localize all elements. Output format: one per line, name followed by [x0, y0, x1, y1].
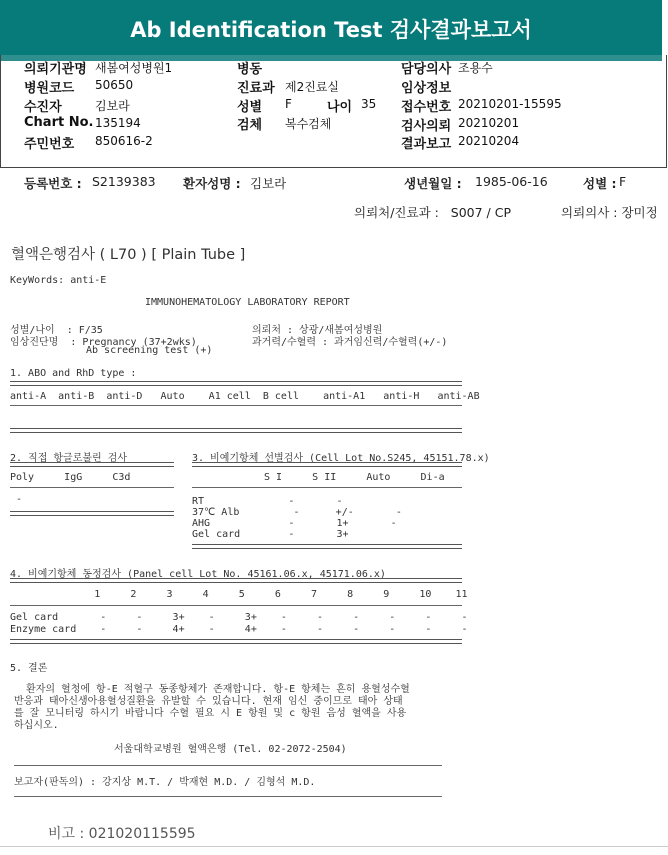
sex-value: F	[285, 97, 292, 111]
report-title: Ab Identification Test 검사결과보고서	[130, 18, 532, 42]
age-value: 35	[361, 97, 377, 111]
screening-header: S I S II Auto Di-a	[264, 472, 445, 483]
reporter-line: 보고자(판독의) : 강지상 M.T. / 박재현 M.D. / 김형석 M.D.	[14, 777, 316, 788]
remarks: 비고 : 021020115595	[48, 826, 196, 842]
name-value: 김보라	[250, 176, 287, 191]
hospital-value: 새봄여성병원1	[95, 61, 173, 75]
page-bottom-line	[0, 846, 668, 847]
code-value: 50650	[95, 78, 134, 92]
sex-label: 성별	[237, 100, 263, 115]
blood-bank-line: 서울대학교병원 혈액은행 (Tel. 02-2072-2504)	[114, 744, 347, 755]
diagnosis-line: 임상진단명 : Pregnancy (37+2wks)	[10, 337, 197, 348]
receipt-value: 20210201-15595	[458, 97, 562, 111]
dat-header: Poly IgG C3d	[10, 472, 131, 483]
panel-row: Enzyme card - - 4+ - 4+ - - - - - -	[10, 624, 468, 635]
frame-left-line	[0, 55, 1, 168]
panel-title: 4. 비예기항체 동정검사 (Panel cell Lot No. 45161.06.x, 45171.06.x)	[10, 569, 386, 580]
screening-row: RT - -	[192, 496, 343, 507]
band-sex-label: 성별 :	[583, 176, 617, 191]
screening-row: AHG - 1+ -	[192, 518, 397, 529]
panel-rule-bottom	[10, 639, 462, 644]
panel-row: Gel card - - 3+ - 3+ - - - - - -	[10, 612, 468, 623]
frame-right-line	[666, 55, 667, 168]
dat-rule-top	[10, 462, 174, 467]
request-value: 20210201	[458, 116, 520, 130]
report-date-value: 20210204	[458, 134, 520, 148]
dob-label: 생년월일 :	[404, 176, 462, 191]
section-title: 혈액은행검사 ( L70 ) [ Plain Tube ]	[11, 247, 246, 263]
referring-doctor: 의뢰의사 : 장미정	[561, 205, 658, 220]
age-label: 나이	[327, 100, 353, 115]
doctor-value: 조용수	[458, 61, 493, 75]
dat-rule-mid	[10, 487, 174, 488]
reporter-rule-top	[14, 765, 442, 766]
diagnosis-line-2: Ab screening test (+)	[86, 345, 213, 356]
conclusion-line: 를 잘 모니터링 하시기 바랍니다 수혈 필요 시 E 항원 및 c 항원 음성 혈액을 사용	[14, 708, 407, 719]
conclusion-line: 반응과 태아신생아용혈성질환을 유발할 수 있습니다. 현재 임신 중이므로 태아 상태	[14, 696, 403, 707]
conclusion-title: 5. 결론	[10, 663, 48, 674]
specimen-value: 복수검체	[285, 117, 332, 131]
history-line: 과거력/수혈력 : 과거임신력/수혈력(+/-)	[252, 337, 448, 348]
dat-title: 2. 직접 항글로불린 검사	[10, 453, 128, 464]
panel-header: 1 2 3 4 5 6 7 8 9 10 11	[10, 589, 468, 600]
panel-rule-top	[10, 578, 462, 583]
band-sex-value: F	[619, 174, 627, 189]
report-header	[0, 0, 662, 61]
regno-value: S2139383	[92, 174, 156, 189]
screening-rule-mid	[192, 487, 462, 488]
screening-rule-top	[192, 462, 462, 467]
dept-value: 제2진료실	[285, 80, 340, 94]
sex-age-line: 성별/나이 : F/35	[10, 325, 103, 336]
abo-rule-bottom	[10, 428, 462, 433]
code-label: 병원코드	[24, 81, 75, 96]
abo-header: anti-A anti-B anti-D Auto A1 cell B cell anti-A1 anti-H anti-AB	[10, 391, 480, 402]
ward-label: 병동	[237, 62, 263, 77]
reporter-rule-bottom	[14, 796, 442, 797]
receipt-label: 접수번호	[401, 100, 452, 115]
abo-title: 1. ABO and RhD type :	[10, 368, 137, 379]
rrn-label: 주민번호	[24, 137, 75, 152]
chart-label: Chart No.	[24, 115, 94, 130]
chart-value: 135194	[95, 116, 141, 130]
doctor-label: 담당의사	[401, 62, 452, 77]
dob-value: 1985-06-16	[475, 174, 548, 189]
dat-rule-bottom	[10, 511, 174, 516]
abo-rule-mid	[10, 405, 462, 406]
screening-row: Gel card - 3+	[192, 529, 349, 540]
conclusion-line: 하십시오.	[14, 720, 59, 731]
panel-rule-mid	[10, 605, 462, 606]
keywords: KeyWords: anti-E	[10, 275, 107, 286]
screening-title: 3. 비예기항체 선별검사 (Cell Lot No.S245, 45151.78.x)	[192, 453, 490, 464]
regno-label: 등록번호 :	[24, 176, 82, 191]
refer-line: 의뢰처 : 상광/새봄여성병원	[252, 325, 383, 336]
dat-value: -	[10, 494, 23, 505]
rrn-value: 850616-2	[95, 134, 153, 148]
frame-bottom-line	[0, 167, 667, 168]
lab-report-title: IMMUNOHEMATOLOGY LABORATORY REPORT	[145, 297, 350, 308]
screening-row: 37℃ Alb - +/- -	[192, 507, 402, 518]
patient-value: 김보라	[95, 99, 130, 113]
screening-rule-bottom	[192, 544, 462, 549]
patient-label: 수진자	[24, 100, 62, 115]
hospital-label: 의뢰기관명	[24, 62, 87, 77]
dept-line: 의뢰처/진료과 : S007 / CP	[354, 205, 511, 220]
name-label: 환자성명 :	[183, 176, 241, 191]
dept-label: 진료과	[237, 81, 275, 96]
report-date-label: 결과보고	[401, 137, 452, 152]
request-label: 검사의뢰	[401, 119, 452, 134]
conclusion-line: 환자의 혈청에 항-E 적혈구 동종항체가 존재합니다. 항-E 항체는 흔히 용혈성수혈	[14, 684, 410, 695]
abo-rule-top	[10, 381, 462, 386]
specimen-label: 검체	[237, 118, 263, 133]
clinical-label: 임상정보	[401, 81, 452, 96]
